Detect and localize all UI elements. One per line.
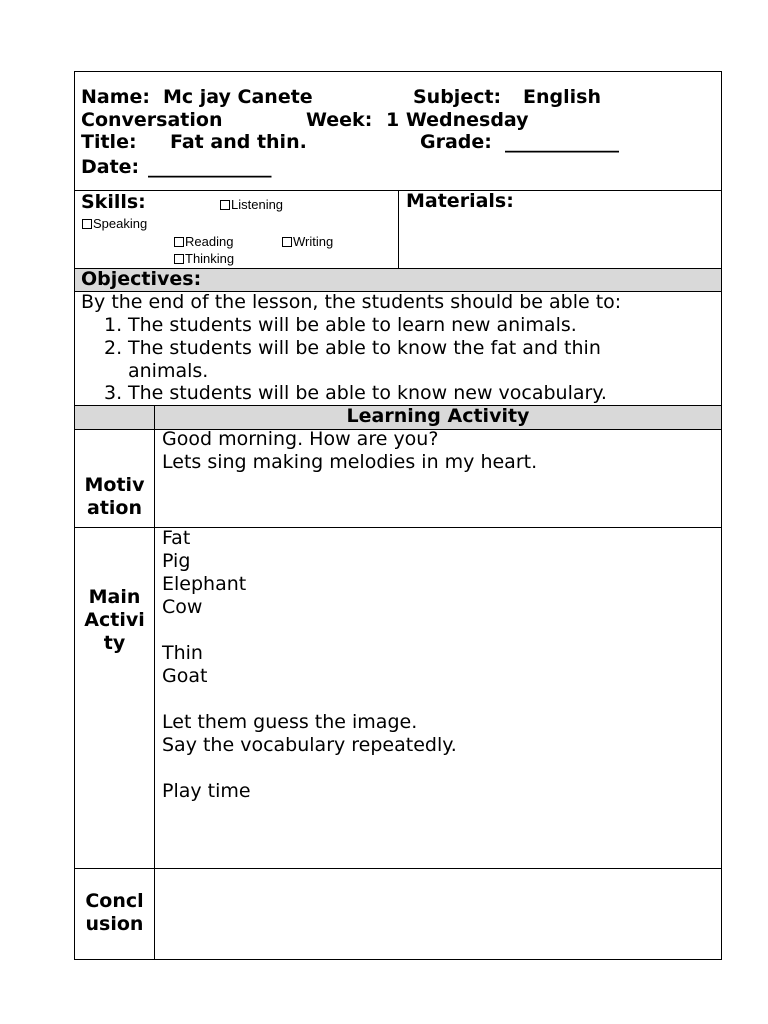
- skill-speaking-label: Speaking: [93, 216, 148, 231]
- week-label: Week:: [306, 109, 373, 131]
- checkbox-icon[interactable]: [174, 237, 184, 247]
- main-activity-label-line: ty: [103, 632, 126, 654]
- grade-blank: ____________: [505, 131, 619, 153]
- divider: [398, 190, 399, 268]
- objective-text: The students will be able to know the fat and thin: [128, 337, 601, 359]
- checkbox-icon[interactable]: [282, 237, 292, 247]
- main-activity-line: [162, 688, 457, 711]
- motivation-label-line: Motiv: [84, 474, 145, 496]
- main-activity-line: [162, 757, 457, 780]
- motivation-label-line: ation: [87, 497, 142, 519]
- materials-label: Materials:: [406, 190, 514, 212]
- skill-listening-label: Listening: [231, 197, 284, 212]
- skill-reading-label: Reading: [185, 234, 234, 249]
- objective-number: 2.: [104, 337, 123, 359]
- conclusion-label-line: usion: [85, 913, 144, 935]
- main-activity-line: [162, 619, 457, 642]
- objective-text: The students will be able to learn new animals.: [128, 314, 577, 336]
- main-activity-label-line: Activi: [84, 609, 145, 631]
- main-activity-line: Thin: [162, 642, 203, 664]
- motivation-line: Good morning. How are you?: [162, 428, 439, 450]
- week-value: 1 Wednesday: [386, 109, 529, 131]
- objective-text-continued: animals.: [128, 360, 209, 382]
- skill-reading: [174, 234, 233, 249]
- main-activity-line: Say the vocabulary repeatedly.: [162, 734, 457, 756]
- title-label: Title:: [81, 131, 137, 153]
- learning-activity-header: Learning Activity: [346, 405, 530, 427]
- main-activity-label-line: Main: [88, 586, 141, 608]
- skill-listening: [220, 197, 283, 212]
- conversation-text: Conversation: [81, 109, 223, 131]
- grade-label: Grade:: [420, 131, 492, 153]
- date-blank: _____________: [148, 156, 272, 178]
- checkbox-icon[interactable]: [220, 200, 230, 210]
- main-activity-line: Elephant: [162, 573, 247, 595]
- subject-value: English: [523, 86, 601, 108]
- divider: [74, 868, 722, 869]
- motivation-content: [162, 428, 537, 474]
- objectives-intro: By the end of the lesson, the students should be able to:: [81, 291, 622, 313]
- main-activity-line: Pig: [162, 550, 191, 572]
- skill-writing-label: Writing: [293, 234, 334, 249]
- skill-speaking: [82, 216, 147, 231]
- conclusion-label: [75, 890, 154, 936]
- main-activity-line: Fat: [162, 527, 191, 549]
- conclusion-label-line: Concl: [85, 890, 144, 912]
- skills-label: Skills:: [81, 191, 146, 213]
- checkbox-icon[interactable]: [82, 219, 92, 229]
- subject-label: Subject:: [413, 86, 502, 108]
- name-label: Name:: [81, 86, 151, 108]
- divider: [154, 405, 155, 960]
- main-activity-line: Play time: [162, 780, 251, 802]
- name-value: Mc jay Canete: [163, 86, 313, 108]
- skill-thinking: [174, 251, 234, 266]
- motivation-line: Lets sing making melodies in my heart.: [162, 451, 538, 473]
- skill-thinking-label: Thinking: [185, 251, 235, 266]
- objective-number: 3.: [104, 382, 123, 404]
- objective-number: 1.: [104, 314, 123, 336]
- main-activity-label: [75, 586, 154, 655]
- main-activity-line: Let them guess the image.: [162, 711, 418, 733]
- skill-writing: [282, 234, 333, 249]
- objective-text: The students will be able to know new vocabulary.: [128, 382, 607, 404]
- date-label: Date:: [81, 156, 140, 178]
- main-activity-content: [162, 527, 457, 803]
- motivation-label: [75, 474, 154, 520]
- checkbox-icon[interactable]: [174, 254, 184, 264]
- title-value: Fat and thin.: [170, 131, 307, 153]
- objectives-label: Objectives:: [81, 268, 202, 290]
- main-activity-line: Cow: [162, 596, 203, 618]
- main-activity-line: Goat: [162, 665, 208, 687]
